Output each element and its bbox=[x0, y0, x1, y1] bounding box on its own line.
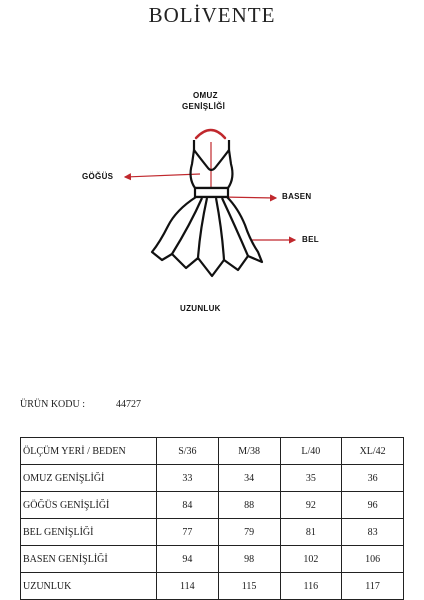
hip-arrow bbox=[222, 197, 276, 198]
table-row bbox=[21, 492, 404, 519]
table-cell: 106 bbox=[342, 546, 404, 573]
table-header-cell: M/38 bbox=[218, 438, 280, 465]
product-code-row bbox=[20, 399, 141, 410]
table-cell: 77 bbox=[157, 519, 219, 546]
table-row bbox=[21, 519, 404, 546]
table-cell: 92 bbox=[280, 492, 342, 519]
table-cell: BEL GENİŞLİĞİ bbox=[21, 519, 157, 546]
table-cell: 34 bbox=[218, 465, 280, 492]
table-cell: 114 bbox=[157, 573, 219, 600]
shoulder-label-line2: GENİŞLİĞİ bbox=[182, 102, 226, 111]
table-header-cell: L/40 bbox=[280, 438, 342, 465]
table-cell: 83 bbox=[342, 519, 404, 546]
table-cell: 98 bbox=[218, 546, 280, 573]
chest-label: GÖĞÜS bbox=[82, 172, 114, 181]
table-cell: 81 bbox=[280, 519, 342, 546]
table-cell: 115 bbox=[218, 573, 280, 600]
product-code-label: ÜRÜN KODU : bbox=[20, 399, 85, 410]
table-cell: GÖĞÜS GENİŞLİĞİ bbox=[21, 492, 157, 519]
shoulder-label-line1: OMUZ bbox=[193, 91, 218, 100]
table-row bbox=[21, 465, 404, 492]
table-cell: 33 bbox=[157, 465, 219, 492]
table-cell: 88 bbox=[218, 492, 280, 519]
table-cell: 116 bbox=[280, 573, 342, 600]
table-cell: 79 bbox=[218, 519, 280, 546]
size-chart-table bbox=[20, 437, 404, 600]
table-row bbox=[21, 573, 404, 600]
table-row bbox=[21, 546, 404, 573]
table-cell: UZUNLUK bbox=[21, 573, 157, 600]
dress-outline bbox=[152, 140, 262, 276]
dress-measurement-diagram bbox=[0, 80, 424, 320]
table-cell: 36 bbox=[342, 465, 404, 492]
table-cell: 102 bbox=[280, 546, 342, 573]
table-cell: 35 bbox=[280, 465, 342, 492]
product-code-value: 44727 bbox=[116, 399, 141, 410]
table-cell: 96 bbox=[342, 492, 404, 519]
table-cell: 84 bbox=[157, 492, 219, 519]
brand-logo: BOLİVENTE bbox=[148, 3, 276, 27]
table-cell: BASEN GENİŞLİĞİ bbox=[21, 546, 157, 573]
table-header-cell: XL/42 bbox=[342, 438, 404, 465]
table-header-cell: ÖLÇÜM YERİ / BEDEN bbox=[21, 438, 157, 465]
shoulder-arc bbox=[196, 130, 225, 138]
table-header-row bbox=[21, 438, 404, 465]
hip-label: BASEN bbox=[282, 192, 312, 201]
table-cell: 117 bbox=[342, 573, 404, 600]
chest-arrow bbox=[125, 174, 200, 177]
table-cell: OMUZ GENİŞLİĞİ bbox=[21, 465, 157, 492]
table-header-cell: S/36 bbox=[157, 438, 219, 465]
table-cell: 94 bbox=[157, 546, 219, 573]
dress-illustration bbox=[0, 80, 424, 320]
length-label: UZUNLUK bbox=[180, 304, 221, 313]
waist-label: BEL bbox=[302, 235, 319, 244]
